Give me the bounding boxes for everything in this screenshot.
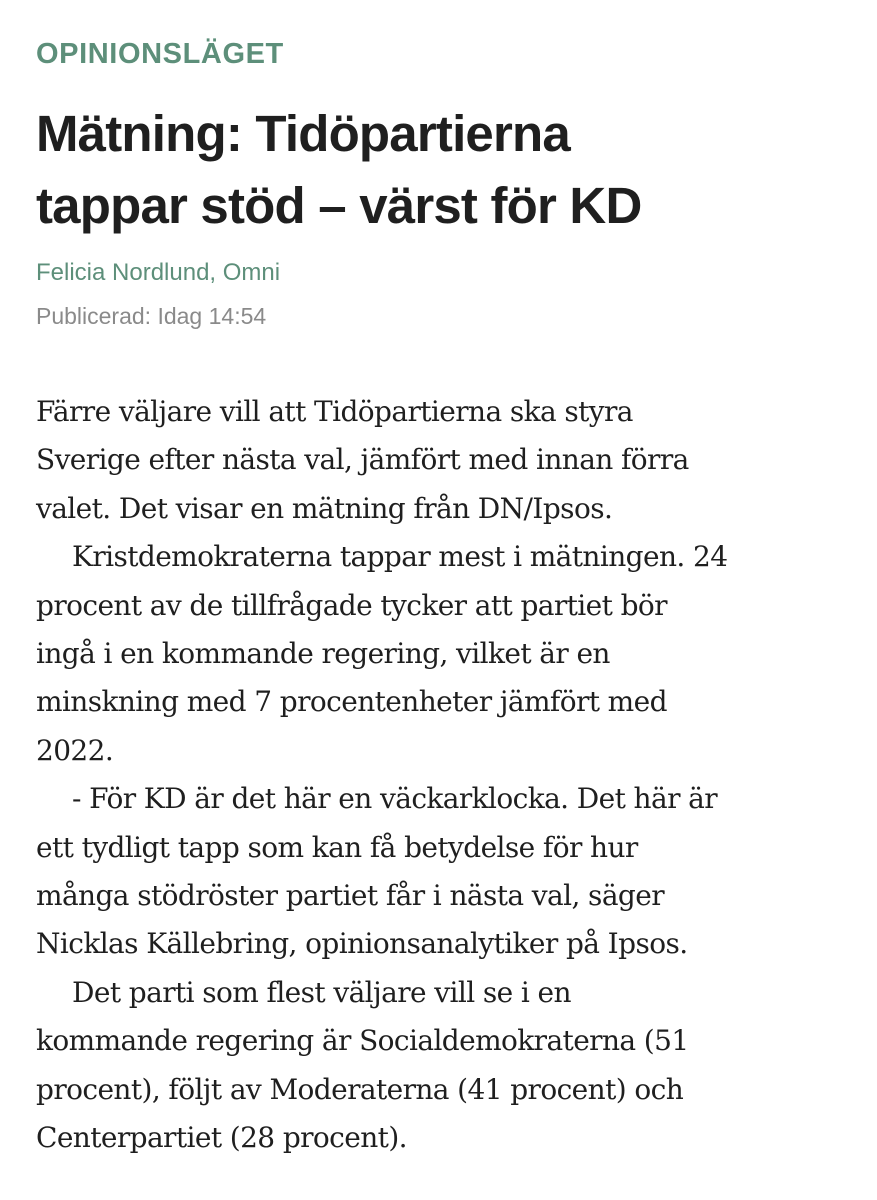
body-line: procent), följt av Moderaterna (41 procent) och (36, 1072, 684, 1106)
body-line: kommande regering är Socialdemokraterna (51 (36, 1024, 689, 1058)
published-timestamp: Publicerad: Idag 14:54 (36, 303, 267, 329)
body-line: många stödröster partiet får i nästa val, säger (36, 879, 664, 913)
author-byline[interactable]: Felicia Nordlund, Omni (36, 259, 281, 286)
headline (36, 98, 836, 242)
body-line: Nicklas Källebring, opinionsanalytiker på Ipsos. (36, 927, 688, 961)
body-line: ingå i en kommande regering, vilket är en (36, 637, 610, 671)
paragraph-kd (36, 533, 856, 775)
body-line: Färre väljare vill att Tidöpartierna ska styra (36, 395, 633, 428)
body-line: Kristdemokraterna tappar mest i mätningen. 24 (72, 540, 728, 574)
body-line: valet. Det visar en mätning från DN/Ipsos. (36, 491, 613, 525)
headline-line: Mätning: Tidöpartierna (36, 105, 570, 162)
paragraph-parties (36, 969, 856, 1163)
body-line: procent av de tillfrågade tycker att partiet bör (36, 588, 667, 622)
section-kicker[interactable]: OPINIONSLÄGET (36, 38, 284, 70)
body-line: - För KD är det här en väckarklocka. Det här är (72, 782, 718, 816)
body-line: ett tydligt tapp som kan få betydelse för hur (36, 830, 638, 864)
body-line: minskning med 7 procentenheter jämfört med (36, 685, 667, 719)
headline-line: tappar stöd – värst för KD (36, 177, 642, 234)
paragraph-intro (36, 388, 856, 533)
body-line: 2022. (36, 733, 114, 767)
body-line: Centerpartiet (28 procent). (36, 1121, 407, 1155)
body-line: Sverige efter nästa val, jämfört med innan förra (36, 443, 689, 477)
paragraph-quote (36, 775, 856, 969)
body-line: Det parti som flest väljare vill se i en (72, 975, 571, 1009)
article-body (36, 388, 856, 1163)
